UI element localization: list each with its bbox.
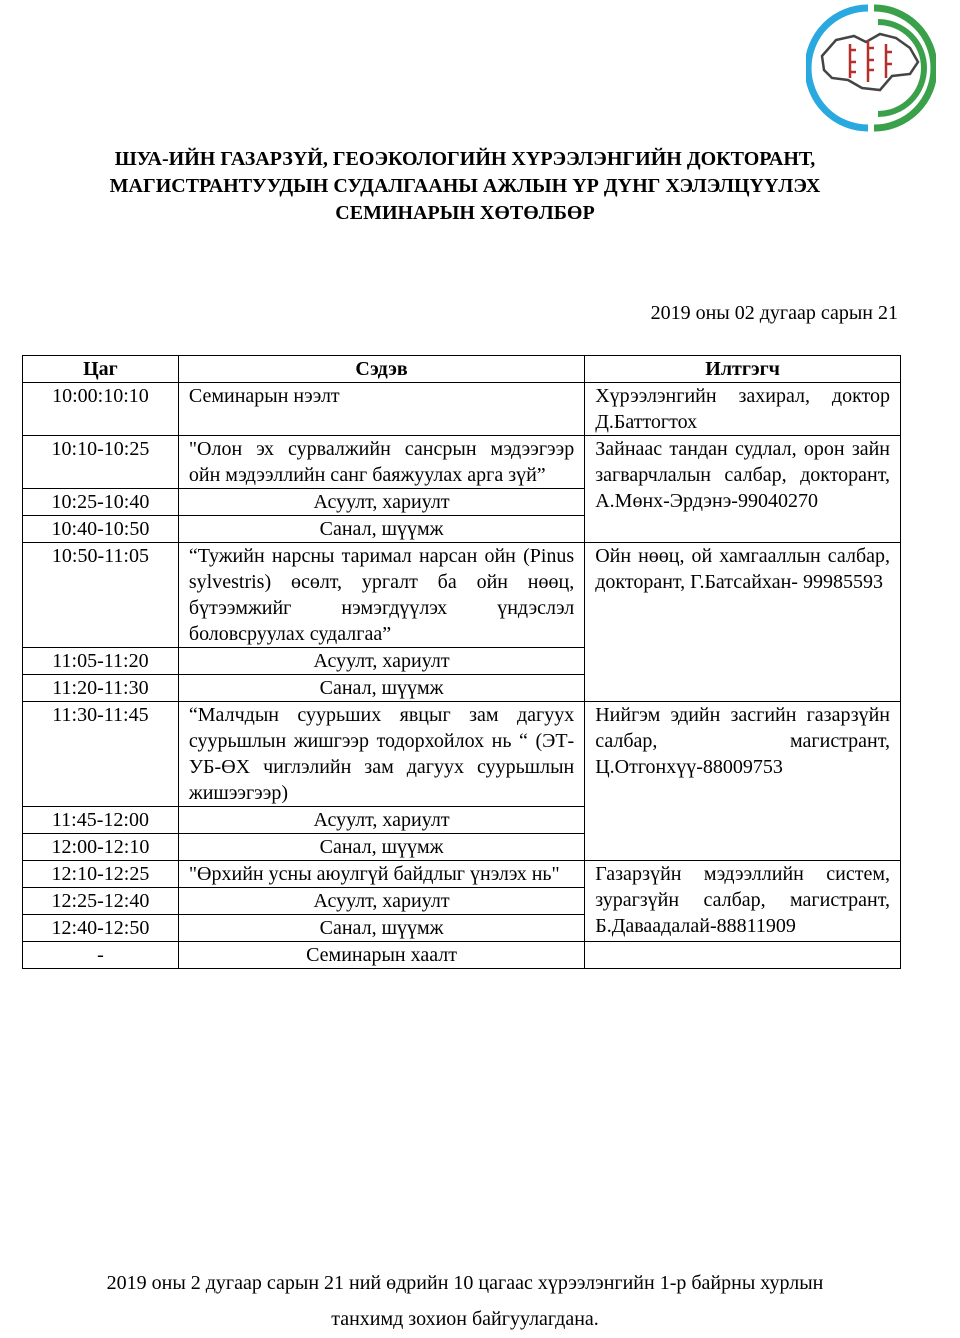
topic-cell: “Малчдын суурьших явцыг зам дагуух суурьшлын жишгээр тодорхойлох нь “ (ЭТ-УБ-ӨХ чиглэлийн зам дагуух суурьшлын жишээгээр) (178, 702, 584, 807)
footer-line-2: танхимд зохион байгуулагдана. (331, 1308, 599, 1330)
presenter-cell: Газарзүйн мэдээллийн систем, зурагзүйн салбар, магистрант, Б.Даваадалай-88811909 (585, 861, 901, 942)
header-presenter: Илтгэгч (585, 356, 901, 383)
table-header-row (23, 356, 901, 383)
table-row (23, 383, 901, 436)
topic-cell: Асуулт, хариулт (178, 807, 584, 834)
mongolia-map-shape (822, 34, 918, 90)
time-cell: 10:10-10:25 (23, 436, 179, 489)
schedule-table (22, 355, 901, 969)
time-cell: 11:05-11:20 (23, 648, 179, 675)
topic-cell: Санал, шүүмж (178, 516, 584, 543)
header-topic: Сэдэв (178, 356, 584, 383)
title-line-2: МАГИСТРАНТУУДЫН СУДАЛГААНЫ АЖЛЫН ҮР ДҮНГ ХЭЛЭЛЦҮҮЛЭХ (109, 175, 821, 197)
table-row (23, 543, 901, 648)
time-cell: 12:00-12:10 (23, 834, 179, 861)
presenter-cell: Нийгэм эдийн засгийн газарзүйн салбар, магистрант, Ц.Отгонхүү-88009753 (585, 702, 901, 861)
topic-cell: "Өрхийн усны аюулгүй байдлыг үнэлэх нь" (178, 861, 584, 888)
topic-cell: Санал, шүүмж (178, 675, 584, 702)
table-row (23, 861, 901, 888)
presenter-cell: Зайнаас тандан судлал, орон зайн загварчлалын салбар, докторант, А.Мөнх-Эрдэнэ-99040270 (585, 436, 901, 543)
time-cell: 11:45-12:00 (23, 807, 179, 834)
header-time: Цаг (23, 356, 179, 383)
table-row (23, 942, 901, 969)
time-cell: 12:25-12:40 (23, 888, 179, 915)
presenter-cell (585, 942, 901, 969)
title-line-3: СЕМИНАРЫН ХӨТӨЛБӨР (335, 202, 595, 224)
presenter-cell: Хүрээлэнгийн захирал, доктор Д.Баттогтох (585, 383, 901, 436)
time-cell: - (23, 942, 179, 969)
topic-cell: Асуулт, хариулт (178, 489, 584, 516)
document-date: 2019 оны 02 дугаар сарын 21 (650, 302, 898, 324)
presenter-cell: Ойн нөөц, ой хамгааллын салбар, докторант, Г.Батсайхан- 99985593 (585, 543, 901, 702)
time-cell: 11:20-11:30 (23, 675, 179, 702)
time-cell: 12:10-12:25 (23, 861, 179, 888)
time-cell: 10:40-10:50 (23, 516, 179, 543)
topic-cell: Асуулт, хариулт (178, 888, 584, 915)
time-cell: 10:50-11:05 (23, 543, 179, 648)
table-row (23, 702, 901, 807)
title-line-1: ШУА-ИЙН ГАЗАРЗҮЙ, ГЕОЭКОЛОГИЙН ХҮРЭЭЛЭНГИЙН ДОКТОРАНТ, (114, 148, 816, 170)
topic-cell: Семинарын хаалт (178, 942, 584, 969)
time-cell: 11:30-11:45 (23, 702, 179, 807)
time-cell: 12:40-12:50 (23, 915, 179, 942)
topic-cell: Санал, шүүмж (178, 915, 584, 942)
footer-line-1: 2019 оны 2 дугаар сарын 21 ний өдрийн 10 цагаас хүрээлэнгийн 1-р байрны хурлын (106, 1272, 824, 1294)
institute-logo-icon (806, 4, 936, 134)
footer-note (0, 1265, 930, 1337)
topic-cell: Асуулт, хариулт (178, 648, 584, 675)
topic-cell: “Тужийн нарсны таримал нарсан ойн (Pinus sylvestris) өсөлт, ургалт ба ойн нөөц, бүтээмжийг нэмэгдүүлэх үндэслэл боловсруулах судалгаа” (178, 543, 584, 648)
topic-cell: Семинарын нээлт (178, 383, 584, 436)
topic-cell: Санал, шүүмж (178, 834, 584, 861)
time-cell: 10:00:10:10 (23, 383, 179, 436)
document-title (0, 146, 930, 227)
topic-cell: "Олон эх сурвалжийн сансрын мэдээгээр ойн мэдээллийн санг баяжуулах арга зүй” (178, 436, 584, 489)
time-cell: 10:25-10:40 (23, 489, 179, 516)
table-row (23, 436, 901, 489)
